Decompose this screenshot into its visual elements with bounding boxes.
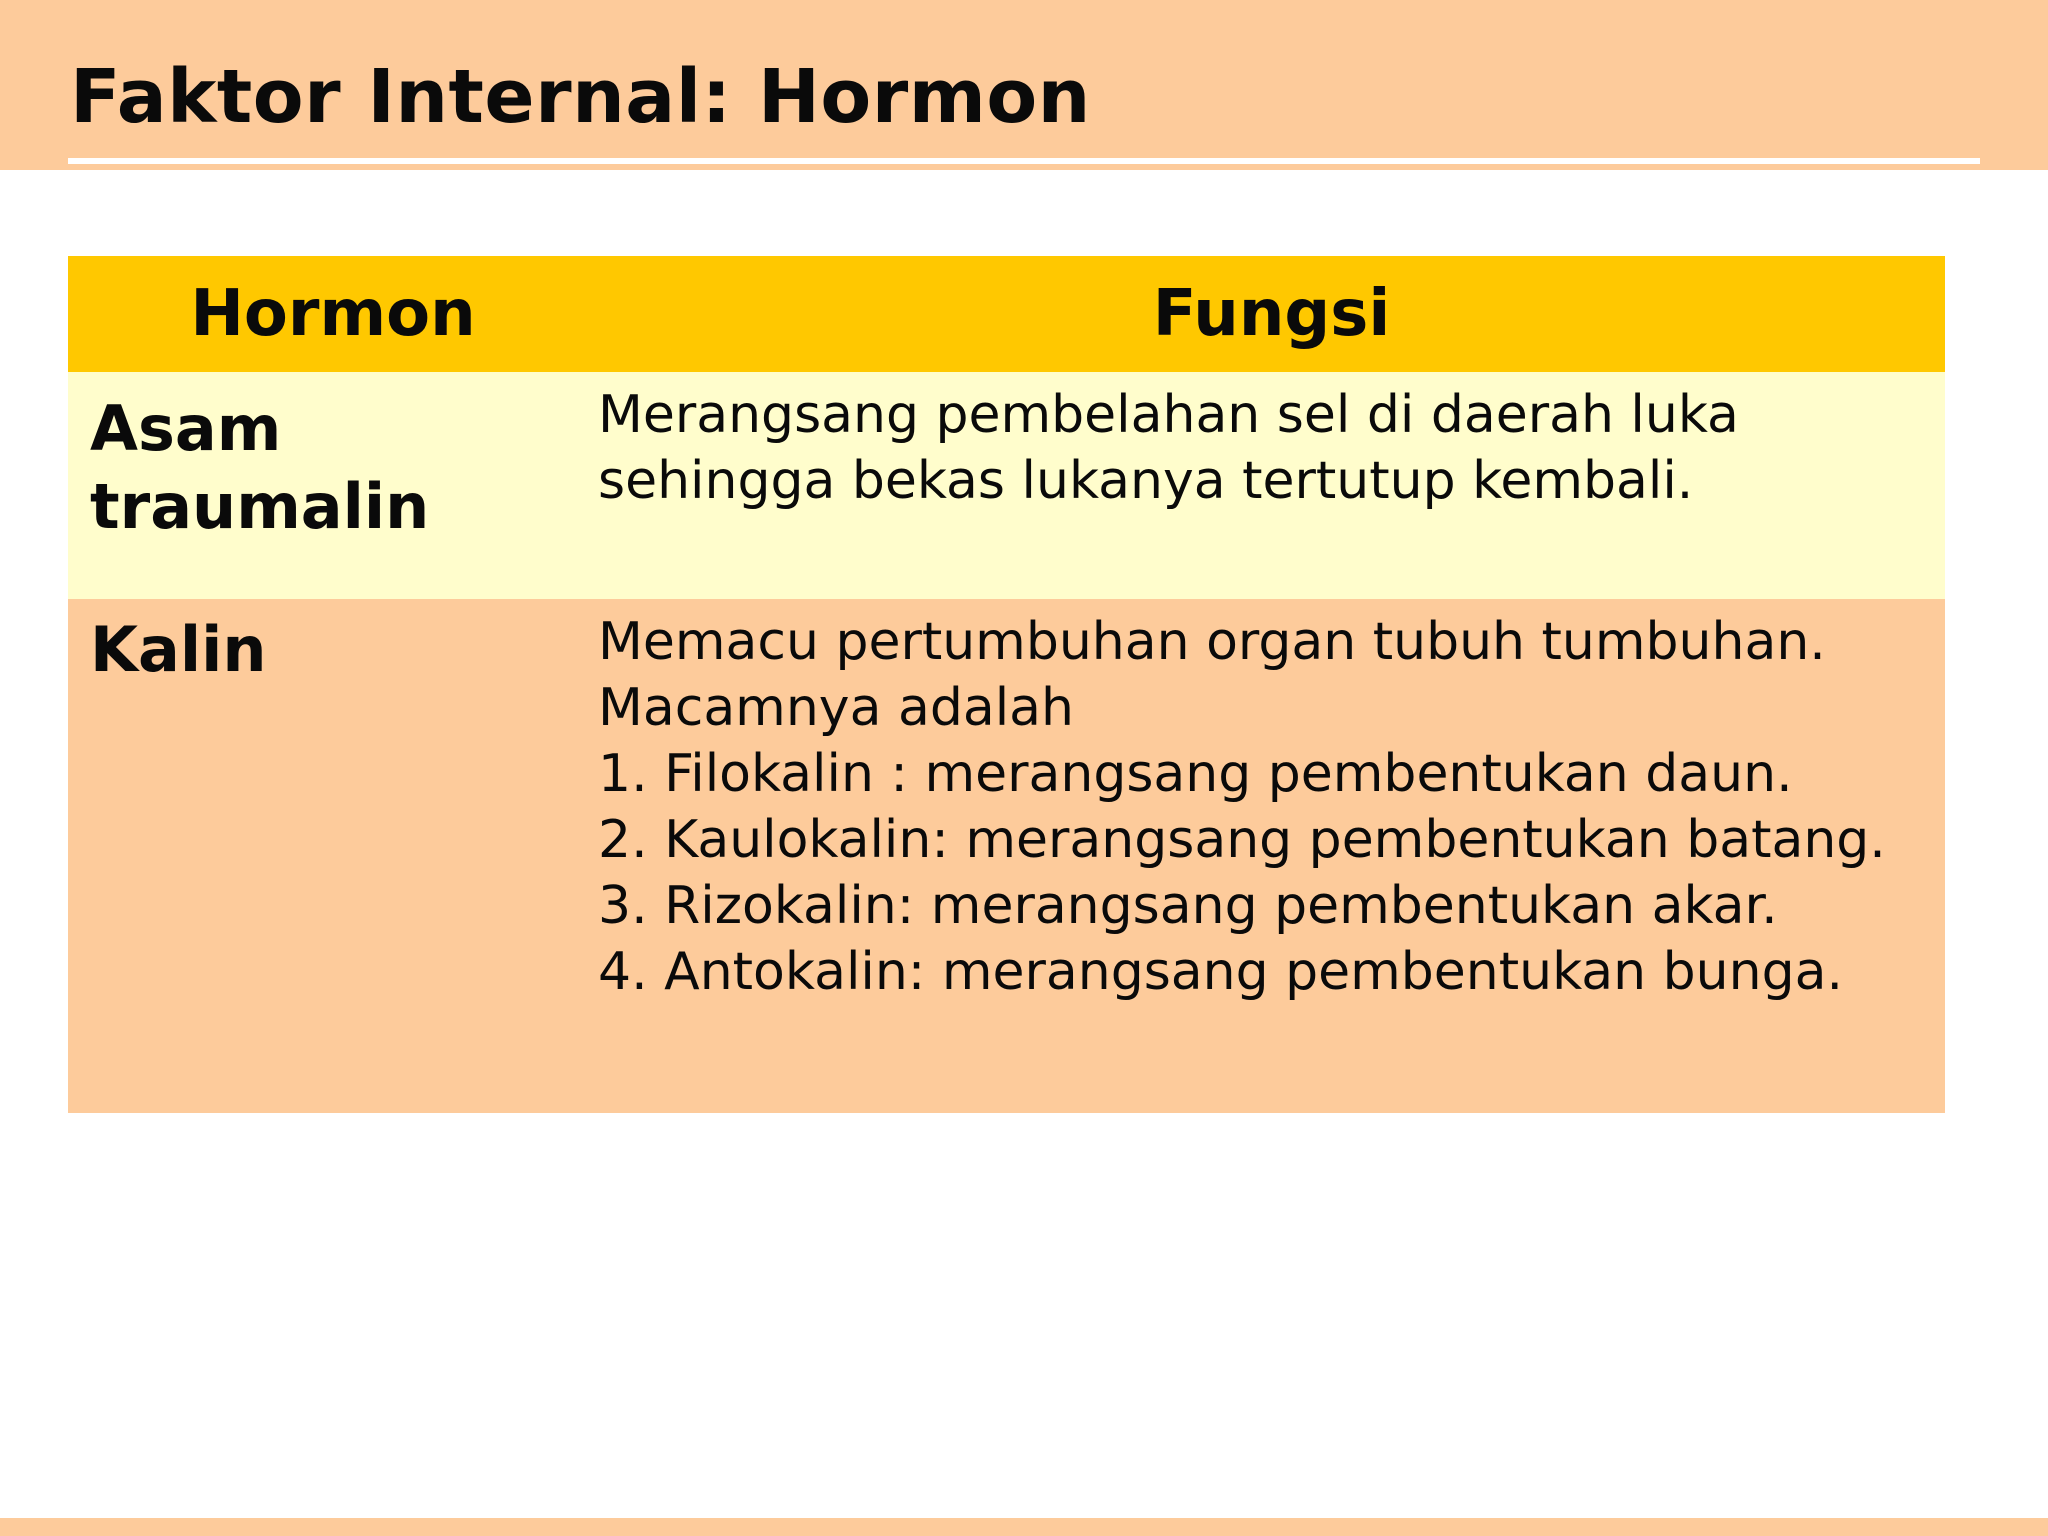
column-header-fungsi: Fungsi [1152, 277, 1391, 351]
function-line: sehingga bekas lukanya tertutup kembali. [598, 451, 1694, 511]
table-header-row [68, 256, 1945, 372]
function-line: Memacu pertumbuhan organ tubuh tumbuhan. [598, 612, 1826, 672]
hormone-name-line: Kalin [90, 613, 267, 686]
slide-title: Faktor Internal: Hormon [70, 54, 1091, 140]
function-list-item: 1. Filokalin : merangsang pembentukan daun. [598, 744, 1793, 804]
function-list-item: 3. Rizokalin: merangsang pembentukan akar. [598, 876, 1778, 936]
hormone-name-line: Asam [90, 392, 282, 465]
footer-band [0, 1518, 2048, 1536]
hormone-name-cell [68, 372, 598, 599]
table-row [68, 372, 1945, 599]
title-underline [68, 158, 1980, 164]
hormone-name-line: traumalin [90, 470, 430, 543]
table-row [68, 599, 1945, 1113]
function-list-item: 4. Antokalin: merangsang pembentukan bunga. [598, 942, 1843, 1002]
hormone-function-cell [598, 599, 1945, 1113]
hormone-table [68, 256, 1945, 1113]
column-header-hormon: Hormon [190, 277, 476, 351]
hormone-name-cell [68, 599, 598, 1113]
function-list-item: 2. Kaulokalin: merangsang pembentukan batang. [598, 810, 1886, 870]
hormone-function-cell [598, 372, 1945, 599]
function-line: Merangsang pembelahan sel di daerah luka [598, 385, 1739, 445]
function-line: Macamnya adalah [598, 678, 1074, 738]
